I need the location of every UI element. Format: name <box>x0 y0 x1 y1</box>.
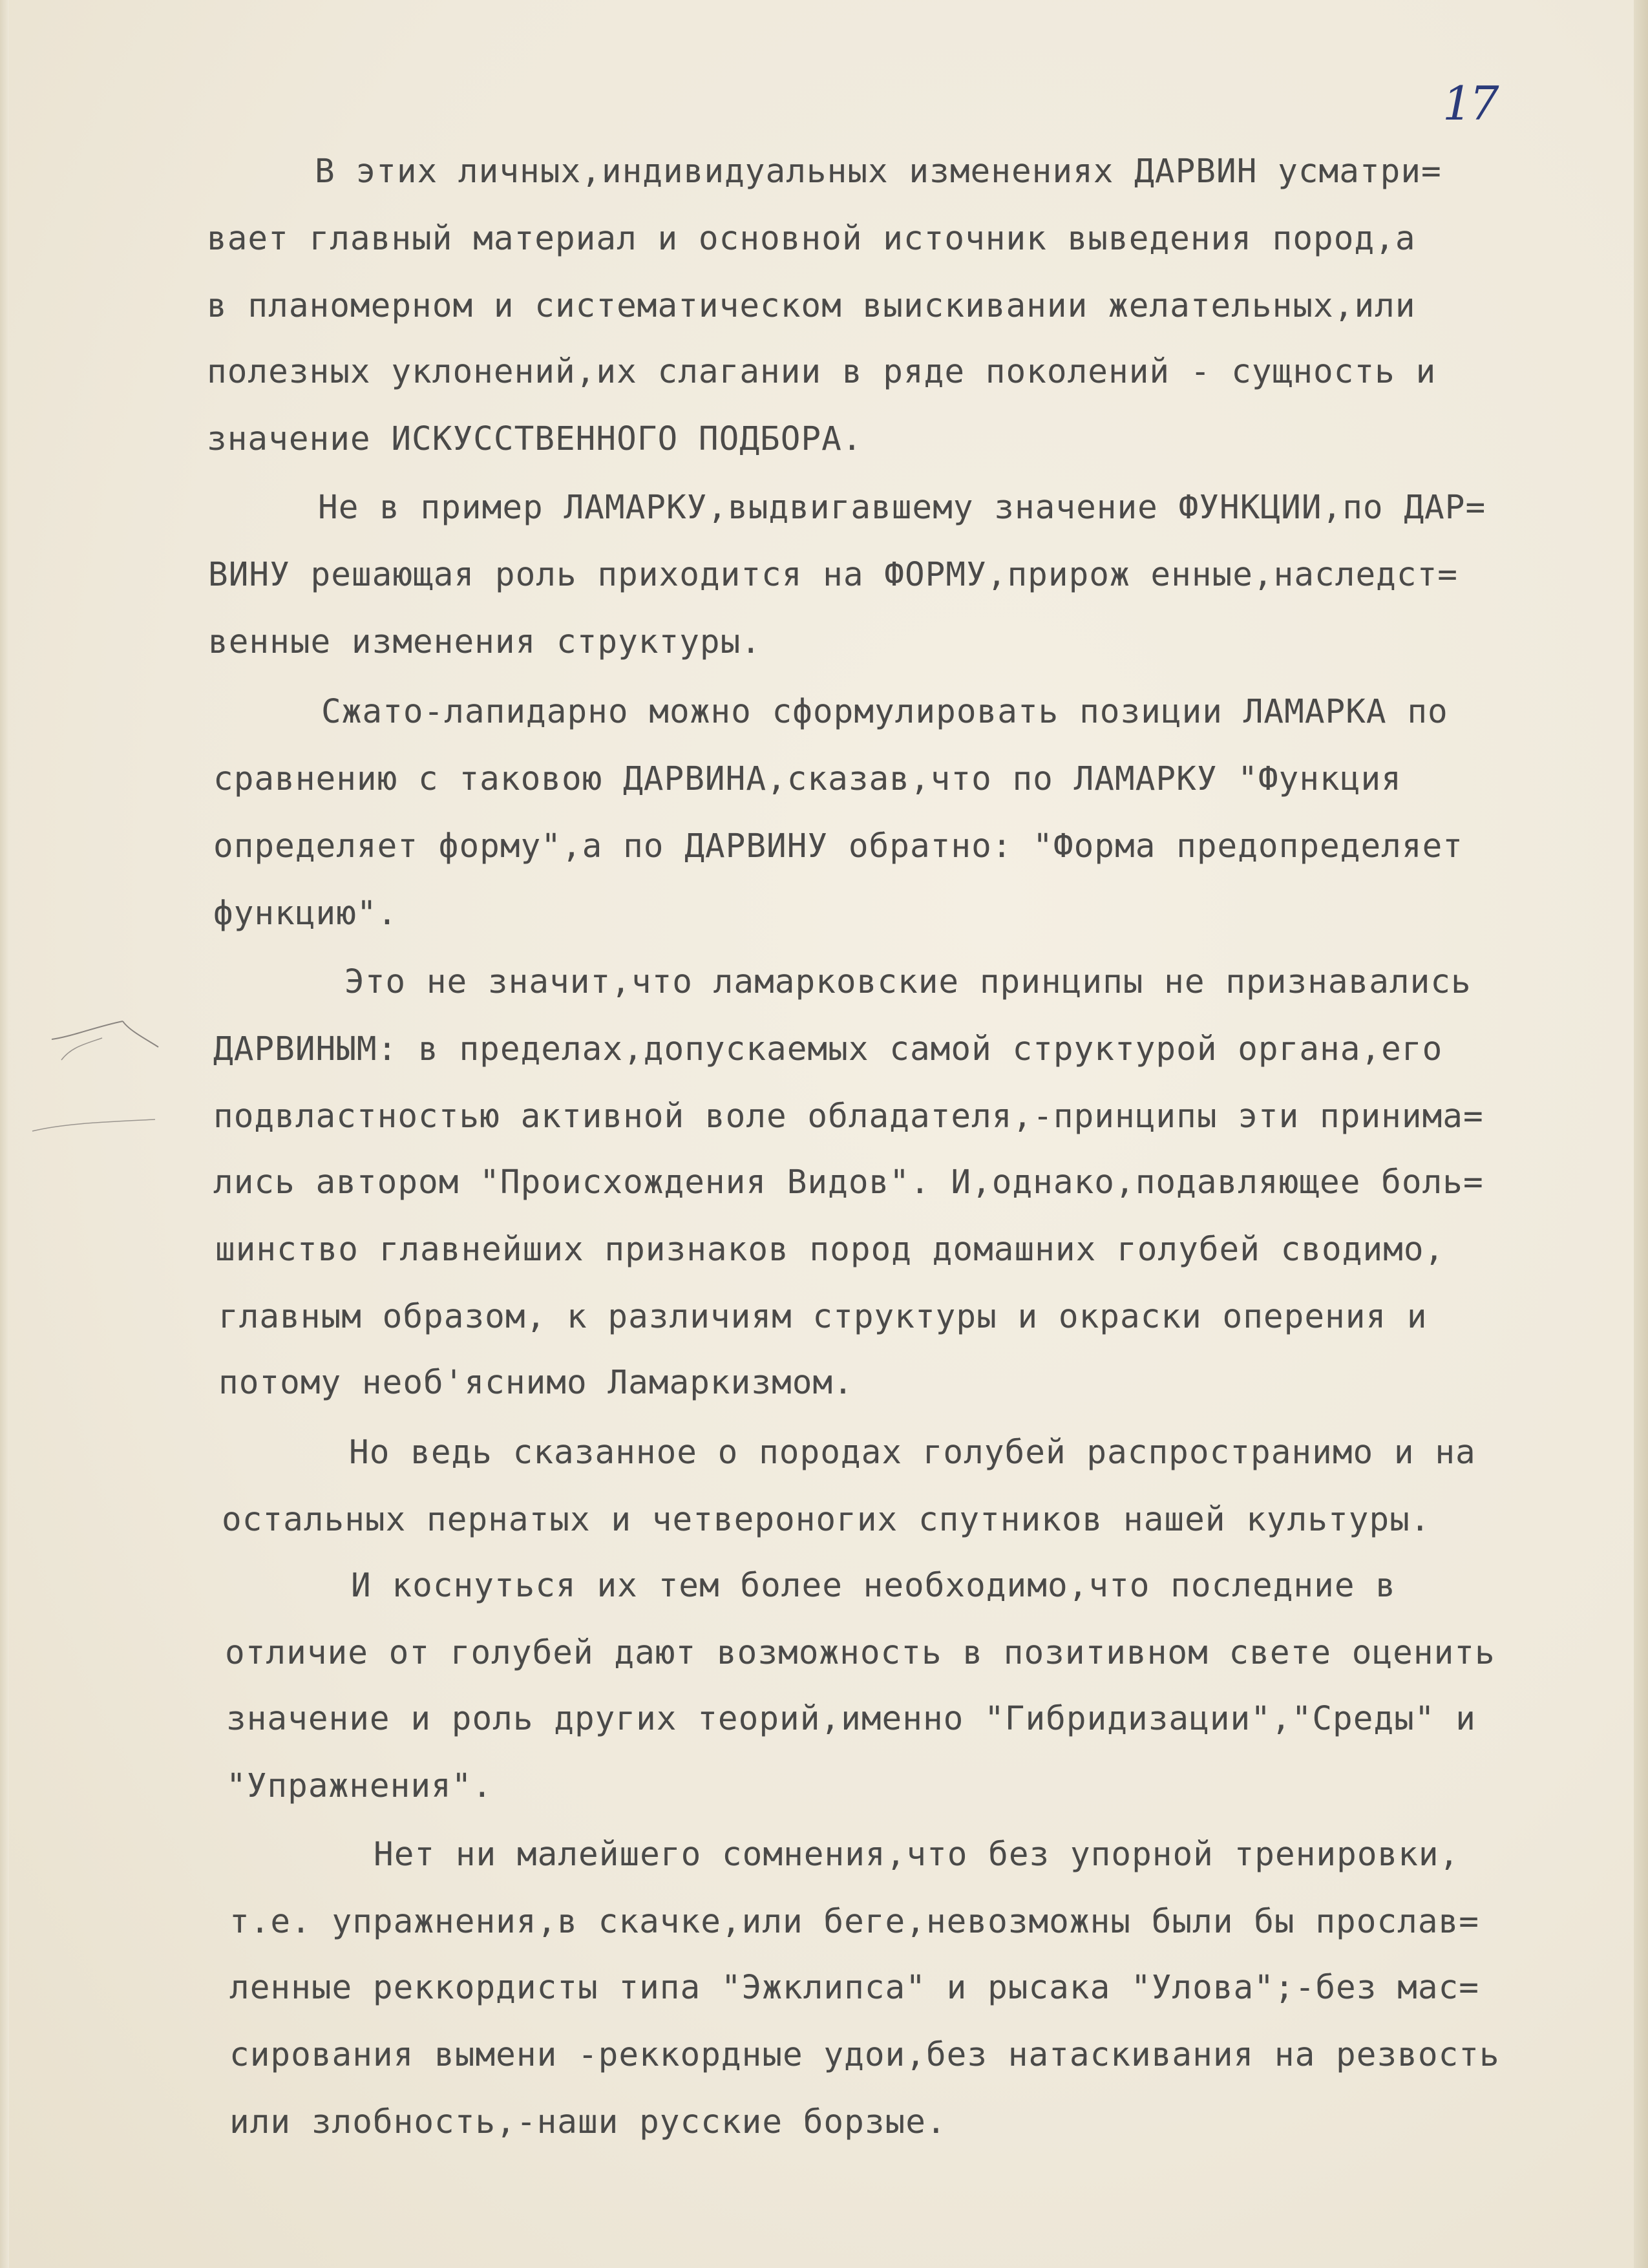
text-line: сравнению с таковою ДАРВИНА,сказав,что по ЛАМАРКУ "Функция <box>213 760 1402 798</box>
text-line: лись автором "Происхождения Видов". И,однако,подавляющее боль= <box>213 1163 1484 1202</box>
text-line: подвластностью активной воле обладателя,-принципы эти принима= <box>213 1097 1484 1136</box>
text-line: главным образом, к различиям структуры и окраски оперения и <box>218 1298 1428 1336</box>
text-line: или злобность,-наши русские борзые. <box>229 2103 947 2141</box>
text-line: т.е. упражнения,в скачке,или беге,невозможны были бы прослав= <box>229 1903 1479 1941</box>
paper-right-edge <box>1634 0 1648 2268</box>
paper-left-edge <box>0 0 9 2268</box>
text-line: "Упражнения". <box>226 1767 493 1805</box>
page-number: 17 <box>1442 76 1497 131</box>
text-line: значение ИСКУССТВЕННОГО ПОДБОРА. <box>207 420 863 458</box>
text-line: вает главный материал и основной источник выведения пород,а <box>207 220 1416 258</box>
text-line: функцию". <box>213 895 398 933</box>
text-line: ДАРВИНЫМ: в пределах,допускаемых самой структурой органа,его <box>213 1030 1443 1068</box>
text-line: в планомерном и систематическом выискивании желательных,или <box>207 287 1416 325</box>
text-line: потому необ'яснимо Ламаркизмом. <box>218 1364 854 1402</box>
pencil-margin-mark <box>26 1008 162 1138</box>
text-line: шинство главнейших признаков пород домашних голубей сводимо, <box>215 1231 1445 1269</box>
text-line: Не в пример ЛАМАРКУ,выдвигавшему значение ФУНКЦИИ,по ДАР= <box>318 489 1486 527</box>
text-line: И коснуться их тем более необходимо,что последние в <box>351 1567 1396 1605</box>
text-line: венные изменения структуры. <box>208 623 762 661</box>
text-line: отличие от голубей дают возможность в позитивном свете оценить <box>225 1634 1495 1672</box>
text-line: Это не значит,что ламарковские принципы не признавались <box>344 963 1472 1001</box>
text-line: В этих личных,индивидуальных изменениях ДАРВИН усматри= <box>315 153 1442 191</box>
text-line: определяет форму",а по ДАРВИНУ обратно: "Форма предопределяет <box>213 827 1463 865</box>
text-line: ленные реккордисты типа "Эжклипса" и рысака "Улова";-без мас= <box>229 1969 1479 2007</box>
text-line: остальных пернатых и четвероногих спутников нашей культуры. <box>222 1501 1431 1539</box>
text-line: ВИНУ решающая роль приходится на ФОРМУ,прирож енные,наследст= <box>208 556 1458 594</box>
text-line: сирования вымени -реккордные удои,без натаскивания на резвость <box>229 2036 1500 2074</box>
text-line: Сжато-лапидарно можно сформулировать позиции ЛАМАРКА по <box>321 693 1448 731</box>
text-line: Но ведь сказанное о породах голубей распространимо и на <box>349 1434 1476 1472</box>
text-line: Нет ни малейшего сомнения,что без упорной тренировки, <box>374 1836 1460 1874</box>
text-line: полезных уклонений,их слагании в ряде поколений - сущность и <box>207 353 1437 391</box>
text-line: значение и роль других теорий,именно "Гибридизации","Среды" и <box>226 1700 1476 1738</box>
